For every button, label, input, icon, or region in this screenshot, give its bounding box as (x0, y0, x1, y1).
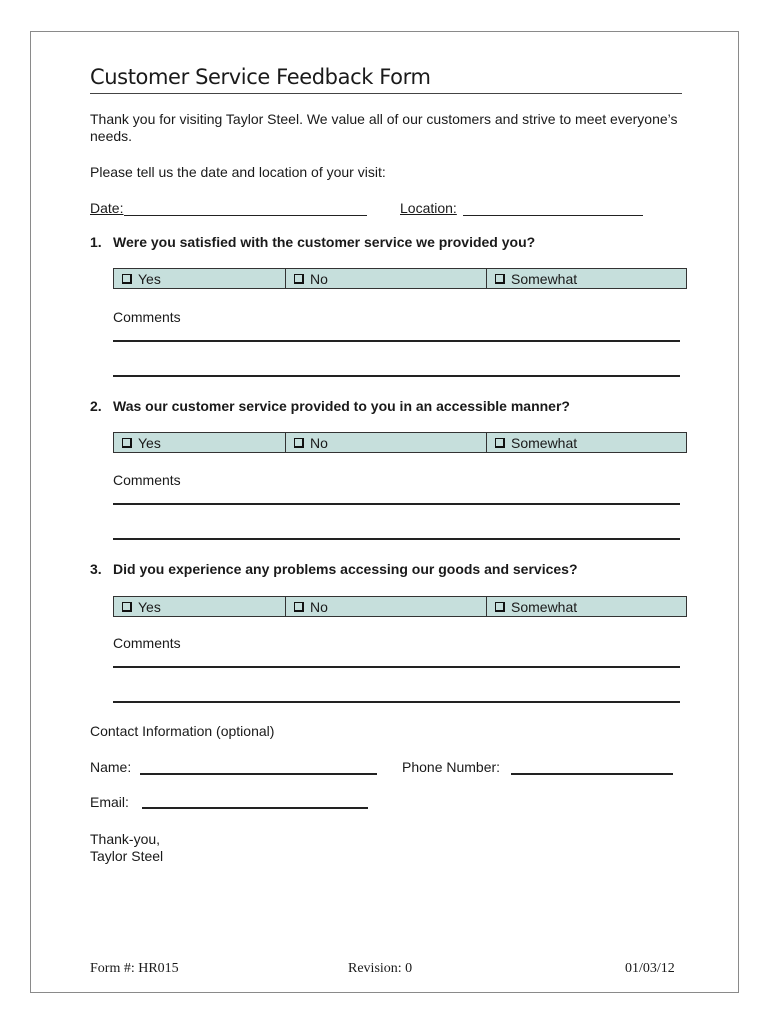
comments-label: Comments (113, 472, 181, 488)
comment-line-1[interactable] (113, 340, 680, 342)
question-1 (90, 234, 535, 251)
contact-heading: Contact Information (optional) (90, 723, 275, 739)
question-text: Did you experience any problems accessing our goods and services? (113, 561, 578, 577)
comment-line-2[interactable] (113, 701, 680, 703)
question-3 (90, 561, 578, 578)
checkbox-icon[interactable] (122, 438, 132, 448)
option-yes[interactable] (114, 597, 286, 616)
option-label: No (310, 270, 328, 287)
date-field[interactable] (124, 215, 367, 216)
option-no[interactable] (286, 269, 487, 288)
question-3-options (113, 596, 687, 617)
checkbox-icon[interactable] (495, 602, 505, 612)
question-number: 2. (90, 398, 102, 414)
comment-line-2[interactable] (113, 538, 680, 540)
option-label: Somewhat (511, 270, 578, 287)
question-2 (90, 398, 570, 415)
comment-line-1[interactable] (113, 666, 680, 668)
option-label: Yes (138, 598, 161, 615)
option-label: Somewhat (511, 598, 578, 615)
phone-label: Phone Number: (402, 759, 501, 775)
question-2-options (113, 432, 687, 453)
option-label: Yes (138, 434, 161, 451)
option-label: No (310, 434, 328, 451)
option-label: No (310, 598, 328, 615)
date-label: Date: (90, 200, 124, 216)
checkbox-icon[interactable] (495, 274, 505, 284)
checkbox-icon[interactable] (122, 274, 132, 284)
option-yes[interactable] (114, 269, 286, 288)
form-number: Form #: HR015 (90, 961, 179, 976)
question-1-options (113, 268, 687, 289)
option-no[interactable] (286, 597, 487, 616)
checkbox-icon[interactable] (294, 274, 304, 284)
form-title: Customer Service Feedback Form (90, 62, 682, 94)
location-field[interactable] (463, 215, 643, 216)
comment-line-2[interactable] (113, 375, 680, 377)
question-number: 1. (90, 234, 102, 250)
question-number: 3. (90, 561, 102, 577)
revision: Revision: 0 (348, 961, 413, 976)
comments-label: Comments (113, 635, 181, 651)
signoff-line-1: Thank-you, (90, 831, 161, 847)
checkbox-icon[interactable] (294, 438, 304, 448)
email-field[interactable] (142, 807, 368, 809)
phone-field[interactable] (511, 773, 673, 775)
intro-text: Thank you for visiting Taylor Steel. We value all of our customers and strive to meet everyone’s needs. (90, 111, 678, 144)
option-no[interactable] (286, 433, 487, 452)
option-yes[interactable] (114, 433, 286, 452)
location-label: Location: (400, 200, 457, 216)
name-label: Name: (90, 759, 132, 775)
option-somewhat[interactable] (487, 269, 686, 288)
name-field[interactable] (140, 773, 377, 775)
option-label: Yes (138, 270, 161, 287)
comments-label: Comments (113, 309, 181, 325)
option-somewhat[interactable] (487, 433, 686, 452)
option-somewhat[interactable] (487, 597, 686, 616)
comment-line-1[interactable] (113, 503, 680, 505)
footer-date: 01/03/12 (625, 961, 675, 976)
question-text: Were you satisfied with the customer service we provided you? (113, 234, 536, 250)
checkbox-icon[interactable] (495, 438, 505, 448)
signoff-line-2: Taylor Steel (90, 848, 164, 864)
email-label: Email: (90, 794, 129, 810)
checkbox-icon[interactable] (294, 602, 304, 612)
checkbox-icon[interactable] (122, 602, 132, 612)
question-text: Was our customer service provided to you in an accessible manner? (113, 398, 570, 414)
option-label: Somewhat (511, 434, 578, 451)
visit-prompt: Please tell us the date and location of your visit: (90, 164, 386, 180)
